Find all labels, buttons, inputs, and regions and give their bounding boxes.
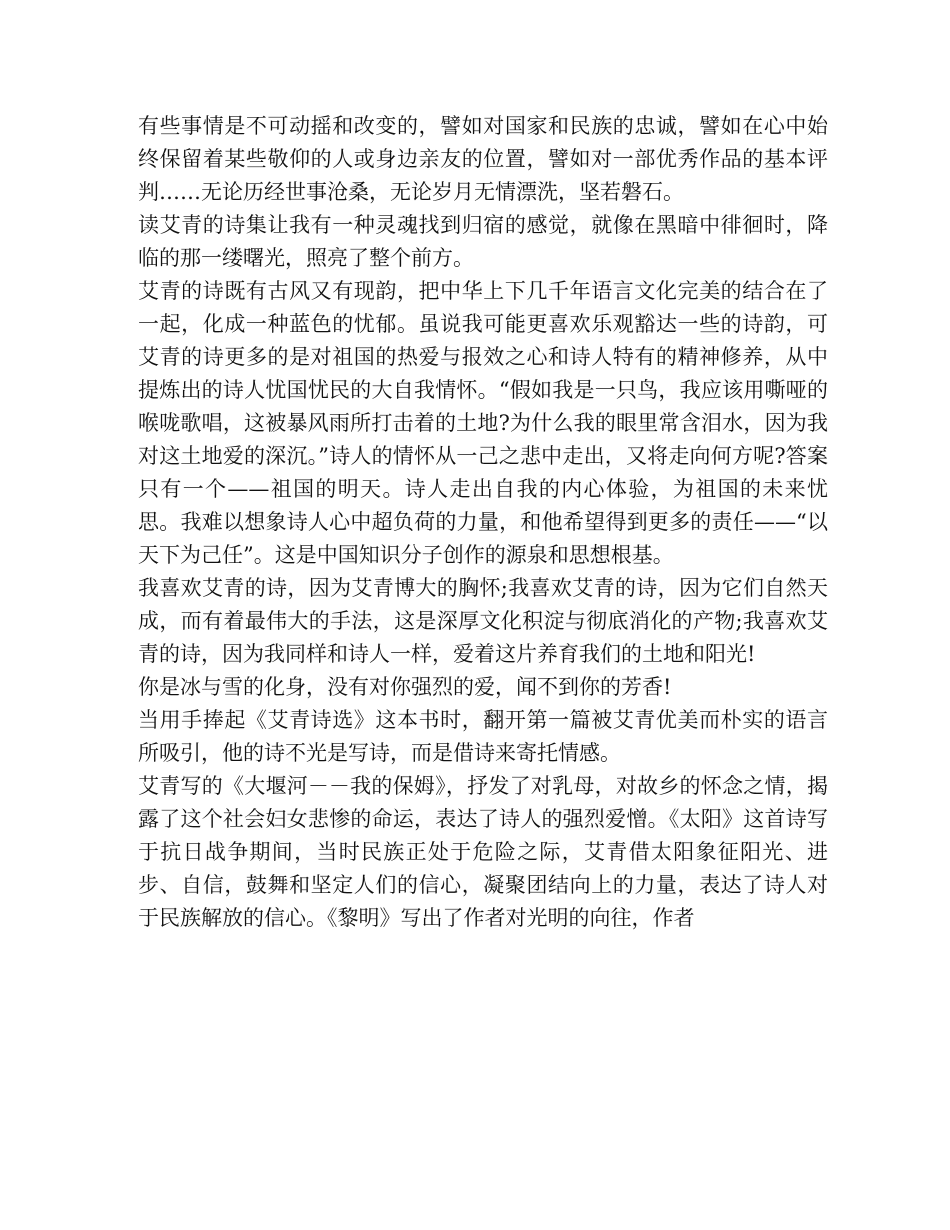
paragraph-patriotism: 艾青的诗既有古风又有现韵，把中华上下几千年语言文化完美的结合在了一起，化成一种蓝色的忧郁。虽说我可能更喜欢乐观豁达一些的诗韵，可艾青的诗更多的是对祖国的热爱与报效之心和诗人特有的精神修养，从中提炼出的诗人忧国忧民的大自我情怀。“假如我是一只鸟，我应该用嘶哑的喉咙歌唱，这被暴风雨所打击着的土地?为什么我的眼里常含泪水，因为我对这土地爱的深沉。”诗人的情怀从一己之悲中走出，又将走向何方呢?答案只有一个——祖国的明天。诗人走出自我的内心体验，为祖国的未来忧思。我难以想象诗人心中超负荷的力量，和他希望得到更多的责任——“以天下为己任”。这是中国知识分子创作的源泉和思想根基。: [138, 279, 828, 567]
paragraph-soul-home: 读艾青的诗集让我有一种灵魂找到归宿的感觉，就像在黑暗中徘徊时，降临的那一缕曙光，照亮了整个前方。: [138, 213, 828, 270]
document-page: [138, 110, 828, 935]
paragraph-loyalty: 有些事情是不可动摇和改变的，譬如对国家和民族的忠诚，譬如在心中始终保留着某些敬仰的人或身边亲友的位置，譬如对一部优秀作品的基本评判……无论历经世事沧桑，无论岁月无情漂洗，坚若磐石。: [138, 114, 828, 204]
paragraph-book-intro: 当用手捧起《艾青诗选》这本书时，翻开第一篇被艾青优美而朴实的语言所吸引，他的诗不光是写诗，而是借诗来寄托情感。: [138, 708, 828, 765]
paragraph-poem-analysis: 艾青写的《大堰河－－我的保姆》，抒发了对乳母，对故乡的怀念之情，揭露了这个社会妇女悲惨的命运，表达了诗人的强烈爱憎。《太阳》这首诗写于抗日战争期间，当时民族正处于危险之际，艾青借太阳象征阳光、进步、自信，鼓舞和坚定人们的信心，凝聚团结向上的力量，表达了诗人对于民族解放的信心。《黎明》写出了作者对光明的向往，作者: [138, 774, 828, 930]
paragraph-why-i-like: 我喜欢艾青的诗，因为艾青博大的胸怀;我喜欢艾青的诗，因为它们自然天成，而有着最伟大的手法，这是深厚文化积淀与彻底消化的产物;我喜欢艾青的诗，因为我同样和诗人一样，爱着这片养育我们的土地和阳光!: [138, 576, 828, 666]
paragraph-ice-snow: 你是冰与雪的化身，没有对你强烈的爱，闻不到你的芳香!: [138, 675, 672, 699]
